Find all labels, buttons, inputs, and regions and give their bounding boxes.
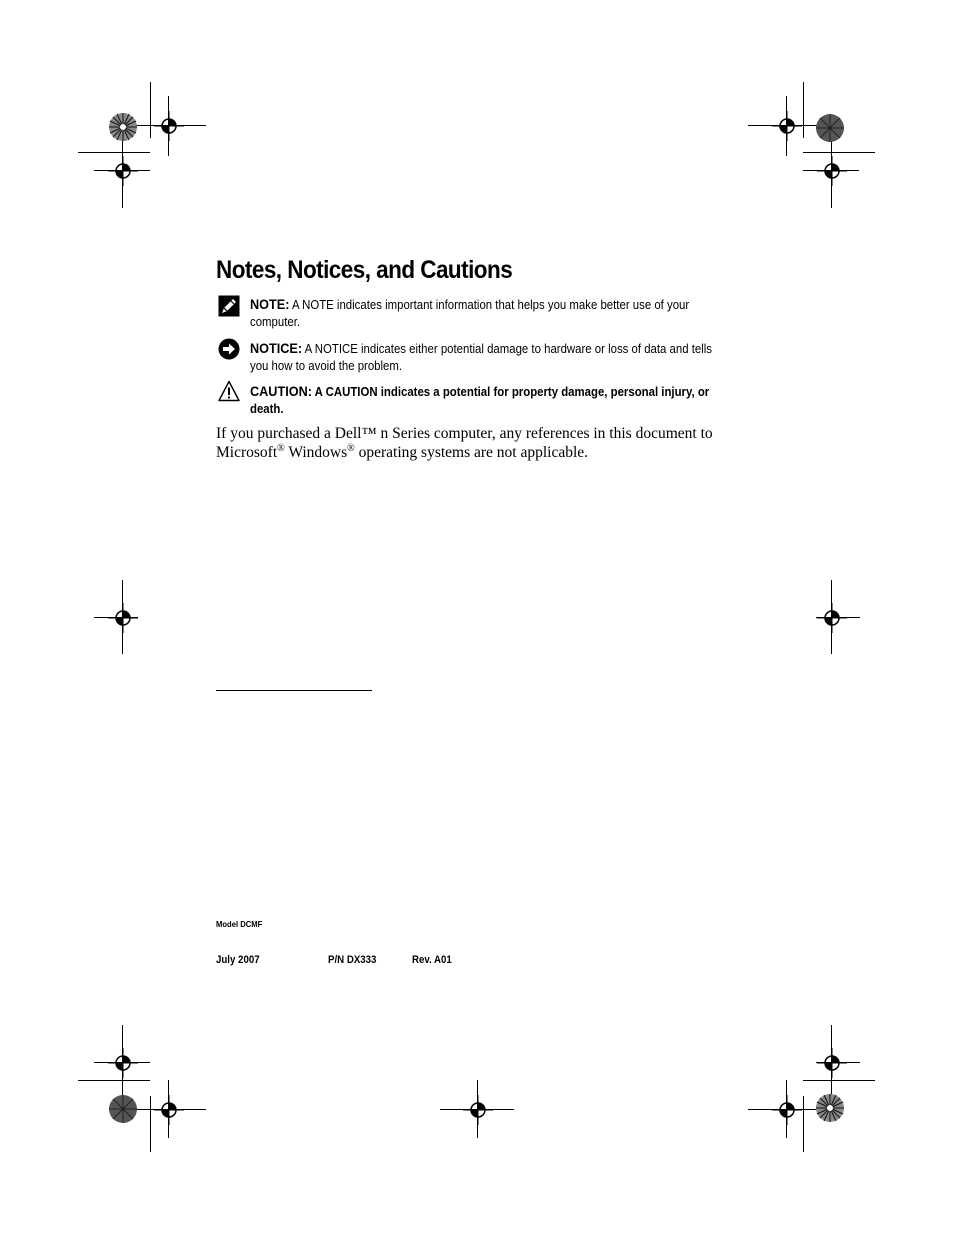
footnote-divider bbox=[216, 690, 372, 691]
notice-text: A NOTICE indicates either potential damage to hardware or loss of data and tells you how to avoid the problem. bbox=[250, 342, 713, 373]
notice-callout bbox=[250, 340, 721, 375]
part-number: P/N DX333 bbox=[328, 954, 377, 966]
notice-label: NOTICE: bbox=[250, 340, 303, 356]
body-text-part: operating systems are not applicable. bbox=[354, 444, 589, 461]
registration-target-icon bbox=[817, 1048, 847, 1078]
registration-target-icon bbox=[772, 1095, 802, 1125]
registration-target-icon bbox=[817, 603, 847, 633]
registration-target-icon bbox=[154, 1095, 184, 1125]
starburst-target-icon bbox=[815, 113, 845, 143]
starburst-target-icon bbox=[108, 1094, 138, 1124]
registration-target-icon bbox=[154, 111, 184, 141]
arrow-circle-icon bbox=[218, 338, 240, 360]
note-label: NOTE: bbox=[250, 296, 290, 312]
registered-mark: ® bbox=[277, 442, 285, 454]
registration-target-icon bbox=[108, 1048, 138, 1078]
pencil-note-icon bbox=[218, 295, 240, 317]
body-text-part: If you purchased a Dell™ n Series computer, any references in this document to Microsoft bbox=[216, 425, 713, 461]
page-title: Notes, Notices, and Cautions bbox=[216, 256, 513, 284]
model-number: Model DCMF bbox=[216, 919, 263, 929]
caution-callout bbox=[250, 383, 721, 418]
registration-target-icon bbox=[108, 603, 138, 633]
caution-label: CAUTION: bbox=[250, 383, 312, 399]
registration-target-icon bbox=[463, 1095, 493, 1125]
note-callout bbox=[250, 296, 721, 331]
registration-target-icon bbox=[817, 156, 847, 186]
starburst-target-icon bbox=[108, 112, 138, 142]
registration-target-icon bbox=[772, 111, 802, 141]
note-text: A NOTE indicates important information that helps you make better use of your computer. bbox=[250, 298, 690, 329]
registration-target-icon bbox=[108, 156, 138, 186]
body-paragraph bbox=[216, 424, 736, 462]
registered-mark: ® bbox=[347, 442, 355, 454]
revision: Rev. A01 bbox=[412, 954, 452, 966]
warning-triangle-icon bbox=[218, 380, 240, 402]
body-text-part: Windows bbox=[284, 444, 348, 461]
starburst-target-icon bbox=[815, 1093, 845, 1123]
publication-date: July 2007 bbox=[216, 954, 260, 966]
caution-text: A CAUTION indicates a potential for property damage, personal injury, or death. bbox=[250, 385, 710, 416]
